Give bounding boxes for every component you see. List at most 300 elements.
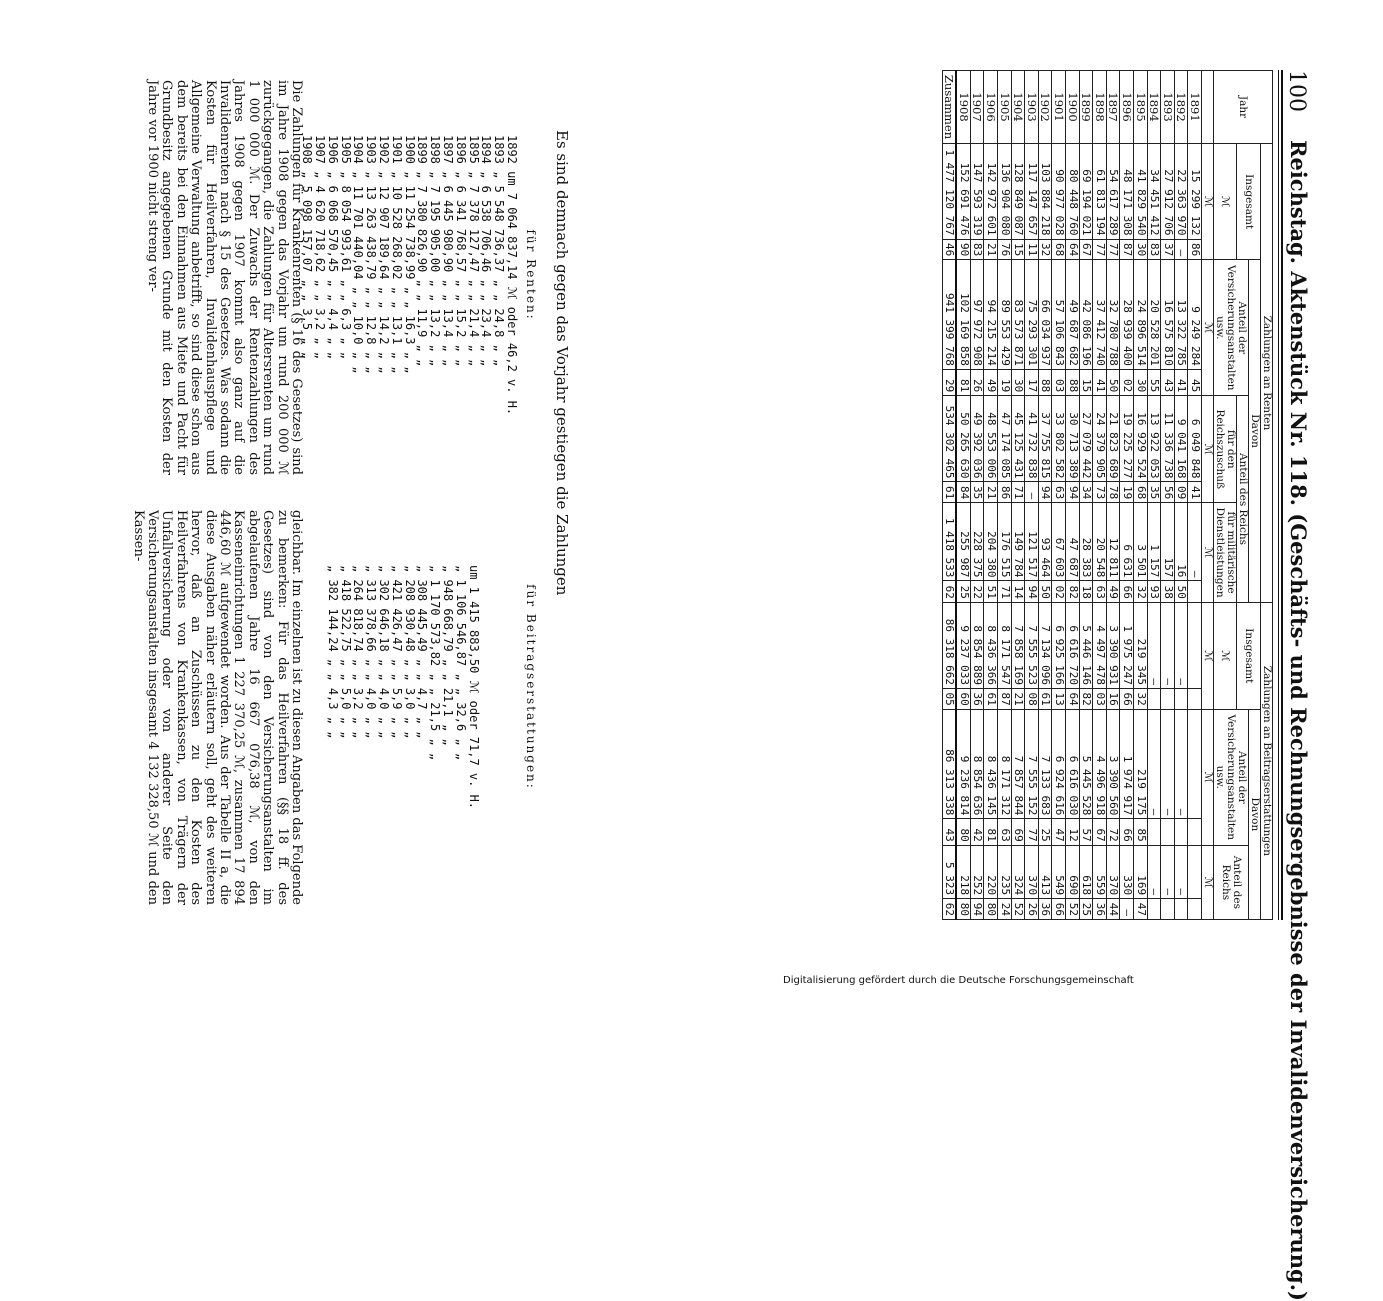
value-cell: 176 515 — [998, 503, 1012, 581]
value-cell: 32 780 788 — [1106, 260, 1120, 370]
unit-cell — [1202, 71, 1214, 144]
value-cell: 35 — [1147, 482, 1161, 503]
value-cell: 26 — [970, 369, 984, 395]
value-cell: 128 849 087 — [1011, 144, 1025, 240]
value-cell: 1 975 247 — [1120, 602, 1134, 688]
value-cell: 45 125 431 — [1011, 396, 1025, 482]
value-cell — [1188, 819, 1202, 845]
value-cell: 51 — [984, 581, 998, 602]
value-cell: 8 854 889 — [970, 602, 984, 688]
value-cell — [1161, 689, 1175, 710]
value-cell: 27 079 442 — [1079, 396, 1093, 482]
value-cell: 63 — [1093, 581, 1107, 602]
header-rule — [1281, 70, 1283, 920]
table-row — [1106, 71, 1120, 920]
value-cell: 8 171 312 — [998, 709, 1012, 819]
value-cell: 16 575 810 — [1161, 260, 1175, 370]
value-cell: 03 — [1052, 369, 1066, 395]
table-row — [1161, 71, 1175, 920]
value-cell: 63 — [1052, 482, 1066, 503]
col-militaer-header: für militärische Dienstleistungen — [1214, 503, 1237, 603]
value-cell: 97 972 908 — [970, 260, 984, 370]
value-cell: 25 — [1079, 899, 1093, 920]
value-cell: 50 — [1174, 581, 1188, 602]
value-cell: 85 — [1134, 819, 1148, 845]
value-cell: 370 — [1106, 845, 1120, 898]
list-item: 1908 „ 5 098 157,07 „ „ 3,5 „ „ — [300, 135, 315, 359]
value-cell: 93 464 — [1038, 503, 1052, 581]
table-row — [1188, 71, 1202, 920]
value-cell: 48 553 006 — [984, 396, 998, 482]
value-cell: 82 — [1066, 581, 1080, 602]
value-cell: 103 884 218 — [1038, 144, 1052, 240]
value-cell: 50 265 630 — [956, 396, 970, 482]
value-cell: 29 — [942, 369, 956, 395]
value-cell: 25 — [1038, 819, 1052, 845]
value-cell: 03 — [1093, 689, 1107, 710]
list-item: „ 308 445,49 „ „ 4,7 „ „ — [415, 565, 430, 739]
value-cell: 32 — [1134, 689, 1148, 710]
value-cell: 24 896 514 — [1134, 260, 1148, 370]
value-cell: 21 — [984, 239, 998, 260]
table-body — [942, 71, 1201, 920]
value-cell: 36 — [970, 689, 984, 710]
intro-sentence: Es sind demnach gegen das Vorjahr gestiegen die Zahlungen — [553, 130, 571, 596]
value-cell — [1188, 709, 1202, 819]
value-cell: 19 225 277 — [1120, 396, 1134, 482]
value-cell: 63 — [998, 819, 1012, 845]
table-row — [1052, 71, 1066, 920]
value-cell: — — [1147, 845, 1161, 898]
value-cell — [1188, 602, 1202, 688]
value-cell: 47 — [1052, 819, 1066, 845]
value-cell: 534 302 465 — [942, 396, 956, 482]
value-cell: 69 194 021 — [1079, 144, 1093, 240]
value-cell: 66 — [1120, 581, 1134, 602]
value-cell: 02 — [1052, 581, 1066, 602]
value-cell: 16 — [1106, 689, 1120, 710]
value-cell: 121 517 — [1025, 503, 1039, 581]
dfg-footnote: Digitalisierung gefördert durch die Deutsche Forschungsgemeinschaft — [783, 975, 1134, 986]
list-item: 1895 „ 7 378 127,47 „ „ 21,4 „ „ — [466, 135, 481, 367]
value-cell: 21 — [984, 482, 998, 503]
list-item: 1898 „ 7 195 905,00 „ „ 13,2 „ „ — [428, 135, 443, 367]
unit-cell: ℳ — [1214, 144, 1237, 260]
value-cell: 1 974 917 — [1120, 709, 1134, 819]
table-total-row — [942, 71, 956, 920]
value-cell: 66 — [1120, 819, 1134, 845]
value-cell: 88 — [1038, 369, 1052, 395]
value-cell: 11 — [1025, 239, 1039, 260]
value-cell: 61 — [1038, 689, 1052, 710]
value-cell: 73 — [1093, 482, 1107, 503]
list-item: „ 1 170 573,82 „ „ 21,5 „ „ — [428, 565, 443, 761]
value-cell: 75 293 301 — [1025, 260, 1039, 370]
value-cell: 86 — [1188, 239, 1202, 260]
value-cell: 15 299 132 — [1188, 144, 1202, 240]
unit-cell: ℳ — [1202, 396, 1214, 503]
page-title: Reichstag. Aktenstück Nr. 118. (Geschäfts- und Rechnungsergebnisse der Invalidenversicherung.) — [1286, 140, 1311, 1301]
value-cell: 81 — [984, 819, 998, 845]
list-item: 1892 um 7 064 837,14 ℳ oder 46,2 v. H. — [505, 135, 519, 416]
davon-renten-header: Davon — [1249, 260, 1261, 603]
value-cell: 6 925 166 — [1052, 602, 1066, 688]
value-cell: 56 — [1161, 482, 1175, 503]
value-cell: 30 — [1134, 239, 1148, 260]
value-cell: — — [1161, 709, 1175, 819]
beitrag-list — [326, 565, 538, 809]
value-cell: 94 215 214 — [984, 260, 998, 370]
value-cell — [1188, 581, 1202, 602]
value-cell: — — [1174, 239, 1188, 260]
renten-list-heading: für Renten: — [524, 229, 538, 321]
value-cell: 68 — [1134, 482, 1148, 503]
value-cell: 81 — [956, 369, 970, 395]
value-cell: 93 — [1147, 581, 1161, 602]
value-cell: 14 — [1011, 581, 1025, 602]
value-cell: 61 — [942, 482, 956, 503]
value-cell: 83 573 871 — [1011, 260, 1025, 370]
value-cell: 147 593 319 — [970, 144, 984, 240]
col-b-insgesamt-header: Insgesamt — [1237, 602, 1261, 709]
value-cell: 46 — [942, 239, 956, 260]
table-row — [1147, 71, 1161, 920]
list-item: „ 382 144,24 „ „ 4,3 „ „ — [325, 565, 340, 739]
value-cell: 13 322 785 — [1174, 260, 1188, 370]
value-cell: 12 — [1066, 819, 1080, 845]
value-cell: 152 691 476 — [956, 144, 970, 240]
table-row — [970, 71, 984, 920]
year-cell: 1900 — [1066, 71, 1080, 144]
table-row — [1038, 71, 1052, 920]
list-item: „ 421 426,47 „ „ 5,9 „ „ — [389, 565, 404, 739]
value-cell: — — [1174, 709, 1188, 819]
list-item: 1897 „ 6 445 980,90 „ „ 13,4 „ „ — [441, 135, 456, 367]
list-item: „ 208 930,48 „ „ 3,0 „ „ — [402, 565, 417, 739]
list-item: 1902 „ 12 907 189,64 „ „ 14,2 „ „ — [377, 135, 392, 374]
table-row — [984, 71, 998, 920]
value-cell: 49 — [1106, 581, 1120, 602]
value-cell: 43 — [942, 819, 956, 845]
value-cell: 52 — [1011, 899, 1025, 920]
value-cell: 21 823 689 — [1106, 396, 1120, 482]
col-reichszuschuss-header: für den Reichszuschuß — [1214, 396, 1237, 503]
value-cell: 64 — [1066, 239, 1080, 260]
value-cell: 3 501 — [1134, 503, 1148, 581]
value-cell: 941 399 768 — [942, 260, 956, 370]
value-cell — [1188, 899, 1202, 920]
value-cell — [1161, 899, 1175, 920]
value-cell: 370 — [1025, 845, 1039, 898]
value-cell: 7 555 523 — [1025, 602, 1039, 688]
value-cell: 9 249 284 — [1188, 260, 1202, 370]
value-cell: 30 — [1134, 369, 1148, 395]
value-cell: 33 802 582 — [1052, 396, 1066, 482]
value-cell: 66 — [1052, 899, 1066, 920]
list-item — [480, 565, 493, 809]
value-cell: 37 — [1161, 239, 1175, 260]
value-cell: 78 — [1106, 482, 1120, 503]
value-cell: 34 451 412 — [1147, 144, 1161, 240]
value-cell: 37 412 740 — [1093, 260, 1107, 370]
list-item: 1899 „ 7 380 826,90 „ „ 11,9 „ „ — [415, 135, 430, 367]
value-cell: 30 — [1011, 369, 1025, 395]
value-cell: 94 — [1066, 482, 1080, 503]
value-cell: 18 — [1079, 581, 1093, 602]
value-cell: — — [1174, 845, 1188, 898]
value-cell: 83 — [1147, 239, 1161, 260]
value-cell: 19 — [1120, 482, 1134, 503]
renten-list — [300, 135, 538, 415]
year-cell: 1908 — [956, 71, 970, 144]
value-cell: 13 922 053 — [1147, 396, 1161, 482]
value-cell: 28 383 — [1079, 503, 1093, 581]
value-cell: 89 553 429 — [998, 260, 1012, 370]
unit-cell: ℳ — [1202, 260, 1214, 396]
col-anteil-vers-header: Anteil der Versicherungsanstalten usw. — [1214, 260, 1249, 396]
value-cell: 44 — [1106, 899, 1120, 920]
value-cell: 252 — [970, 845, 984, 898]
value-cell: 690 — [1066, 845, 1080, 898]
list-item: „ 313 378,66 „ „ 4,0 „ „ — [364, 565, 379, 739]
list-item: „ 302 646,18 „ „ 4,0 „ „ — [377, 565, 392, 739]
table-row — [1134, 71, 1148, 920]
value-cell: 94 — [1038, 482, 1052, 503]
value-cell: 62 — [942, 899, 956, 920]
table-row — [1174, 71, 1188, 920]
value-cell: 5 323 — [942, 845, 956, 898]
year-cell: 1896 — [1120, 71, 1134, 144]
value-cell: 42 086 196 — [1079, 260, 1093, 370]
value-cell: 25 — [956, 581, 970, 602]
year-cell: 1901 — [1052, 71, 1066, 144]
value-cell: 87 — [1120, 239, 1134, 260]
value-cell: 80 — [956, 819, 970, 845]
year-cell: Zusammen — [942, 71, 956, 144]
value-cell: 67 603 — [1052, 503, 1066, 581]
value-cell: — — [1161, 845, 1175, 898]
value-cell: — — [1147, 602, 1161, 688]
value-cell: — — [1161, 602, 1175, 688]
table-row — [1025, 71, 1039, 920]
value-cell: 41 829 540 — [1134, 144, 1148, 240]
value-cell: 15 — [1079, 369, 1093, 395]
year-cell: 1904 — [1011, 71, 1025, 144]
value-cell: 8 436 145 — [984, 709, 998, 819]
unit-cell: ℳ — [1202, 709, 1214, 845]
year-cell: 1892 — [1174, 71, 1188, 144]
value-cell: 41 — [1188, 482, 1202, 503]
value-cell: 41 — [1174, 369, 1188, 395]
value-cell: 42 — [970, 819, 984, 845]
value-cell: 69 — [1011, 819, 1025, 845]
value-cell: 4 496 918 — [1093, 709, 1107, 819]
value-cell: 48 171 308 — [1120, 144, 1134, 240]
value-cell: 8 436 366 — [984, 602, 998, 688]
list-item — [505, 565, 518, 809]
value-cell: 5 445 528 — [1079, 709, 1093, 819]
year-cell: 1907 — [970, 71, 984, 144]
value-cell: 68 — [1052, 239, 1066, 260]
value-cell: 30 713 389 — [1066, 396, 1080, 482]
value-cell: 9 237 033 — [956, 602, 970, 688]
value-cell: 7 133 683 — [1038, 709, 1052, 819]
list-item: 1901 „ 10 528 268,02 „ „ 13,1 „ „ — [389, 135, 404, 374]
value-cell: 57 106 843 — [1052, 260, 1066, 370]
value-cell: 43 — [1161, 369, 1175, 395]
value-cell — [1161, 819, 1175, 845]
value-cell: 7 134 096 — [1038, 602, 1052, 688]
value-cell: 50 — [1038, 581, 1052, 602]
value-cell: 1 157 — [1147, 503, 1161, 581]
value-cell: 60 — [956, 689, 970, 710]
value-cell: 80 448 760 — [1066, 144, 1080, 240]
value-cell: 08 — [1025, 689, 1039, 710]
year-cell: 1905 — [998, 71, 1012, 144]
group-beitrag-header: Zahlungen an Beitragserstattungen — [1261, 602, 1273, 919]
value-cell: 71 — [1011, 482, 1025, 503]
value-cell: 87 — [998, 689, 1012, 710]
value-cell — [1147, 819, 1161, 845]
value-cell: 142 972 601 — [984, 144, 998, 240]
table-row — [1120, 71, 1134, 920]
value-cell: 1 418 533 — [942, 503, 956, 581]
list-item: „ 948 668,79 „ „ 21,1 „ „ — [441, 565, 456, 746]
value-cell: 86 313 338 — [942, 709, 956, 819]
value-cell: 49 — [984, 369, 998, 395]
value-cell: 13 — [1052, 689, 1066, 710]
col-year-header: Jahr — [1214, 71, 1273, 144]
value-cell: 169 — [1134, 845, 1148, 898]
table-row — [1066, 71, 1080, 920]
value-cell: 157 — [1161, 503, 1175, 581]
year-cell: 1898 — [1093, 71, 1107, 144]
value-cell: 80 — [984, 899, 998, 920]
davon-beitrag-header: Davon — [1249, 709, 1261, 919]
value-cell: 24 — [998, 899, 1012, 920]
value-cell: 324 — [1011, 845, 1025, 898]
value-cell: 219 175 — [1134, 709, 1148, 819]
value-cell: 20 548 — [1093, 503, 1107, 581]
value-cell: 86 — [998, 482, 1012, 503]
value-cell: 6 924 616 — [1052, 709, 1066, 819]
value-cell: 7 858 169 — [1011, 602, 1025, 688]
value-cell — [1188, 689, 1202, 710]
list-item: 1896 „ 6 341 768,57 „ „ 15,2 „ „ — [453, 135, 468, 367]
table-row — [1093, 71, 1107, 920]
value-cell: 32 — [1134, 581, 1148, 602]
page-header — [1281, 70, 1311, 1301]
value-cell: 19 — [998, 369, 1012, 395]
value-cell — [1174, 819, 1188, 845]
list-item: 1907 „ 4 620 718,62 „ „ 3,2 „ „ — [313, 135, 328, 359]
value-cell: 559 — [1093, 845, 1107, 898]
value-cell: 77 — [1093, 239, 1107, 260]
unit-cell: ℳ — [1214, 602, 1237, 709]
value-cell: 1 477 120 767 — [942, 144, 956, 240]
value-cell: 549 — [1052, 845, 1066, 898]
value-cell: 220 — [984, 845, 998, 898]
value-cell: 09 — [1174, 482, 1188, 503]
value-cell: 77 — [1025, 819, 1039, 845]
table-row — [1011, 71, 1025, 920]
value-cell: 35 — [970, 482, 984, 503]
value-cell: 6 616 720 — [1066, 602, 1080, 688]
value-cell: — — [1025, 482, 1039, 503]
value-cell: 22 363 970 — [1174, 144, 1188, 240]
value-cell: 82 — [1079, 689, 1093, 710]
value-cell: — — [1174, 602, 1188, 688]
value-cell: — — [1188, 503, 1202, 581]
value-cell: 61 813 194 — [1093, 144, 1107, 240]
value-cell: 57 — [1079, 819, 1093, 845]
list-item: 1900 „ 11 254 738,99 „ „ 16,3 „ „ — [402, 135, 417, 374]
value-cell: 67 — [1093, 819, 1107, 845]
list-item: 1894 „ 6 538 706,46 „ „ 23,4 „ „ — [479, 135, 494, 367]
unit-cell: ℳ — [1202, 845, 1214, 919]
table-row — [998, 71, 1012, 920]
unit-cell: ℳ — [1202, 144, 1214, 260]
list-item — [492, 565, 505, 809]
col-b-anteil-reich-header: Anteil des Reichs — [1214, 845, 1249, 919]
col-insgesamt-header: Insgesamt — [1237, 144, 1261, 260]
value-cell: 38 — [1161, 581, 1175, 602]
value-cell: 49 392 036 — [970, 396, 984, 482]
value-cell: 6 049 848 — [1188, 396, 1202, 482]
value-cell: 24 379 905 — [1093, 396, 1107, 482]
unit-cell: ℳ — [1202, 503, 1214, 603]
value-cell: 235 — [998, 845, 1012, 898]
value-cell: 45 — [1188, 369, 1202, 395]
value-cell: 618 — [1079, 845, 1093, 898]
value-cell: 8 171 547 — [998, 602, 1012, 688]
value-cell: 17 — [1025, 369, 1039, 395]
col-b-anteil-vers-header: Anteil der Versicherungsanstalten usw. — [1214, 709, 1249, 845]
value-cell: 86 318 662 — [942, 602, 956, 688]
value-cell: 83 — [970, 239, 984, 260]
list-item: 1906 „ 6 068 570,45 „ „ 4,4 „ „ — [325, 135, 340, 359]
list-item: „ 264 818,74 „ „ 3,2 „ „ — [351, 565, 366, 739]
value-cell: 7 857 844 — [1011, 709, 1025, 819]
year-cell: 1903 — [1025, 71, 1039, 144]
value-cell: 37 755 815 — [1038, 396, 1052, 482]
table-row — [1079, 71, 1093, 920]
value-cell: 80 — [956, 899, 970, 920]
value-cell: 90 — [956, 239, 970, 260]
year-cell: 1893 — [1161, 71, 1175, 144]
value-cell: 136 904 080 — [998, 144, 1012, 240]
year-cell: 1894 — [1147, 71, 1161, 144]
value-cell: 15 — [1011, 239, 1025, 260]
list-item: 1905 „ 8 054 993,61 „ „ 6,3 „ „ — [338, 135, 353, 359]
body-text-right: gleichbar. Im einzelnen ist zu diesen Angaben das Folgende zu bemerken: Für das Heilverfahren (§§ 18 ff. des Gesetzes) sind von den Versicherungsanstalten im abgelaufenen Jahre 16 667 076,38 ℳ, von den Kasseneinrichtungen 1 227 370,25 ℳ, zusammen 17 894 446,60 ℳ aufgewendet worden. Aus der Tabelle II a, die diese Ausgaben näher erläutern soll, geht des weiteren hervor, daß an Zuschüssen zu den Kosten des Heilverfahrens von Krankenkassen, von Trägern der Unfallversicherung oder von anderer Seite den Versicherungsanstalten insgesamt 4 132 328,50 ℳ und den Kassen- — [130, 510, 304, 905]
value-cell: 47 687 — [1066, 503, 1080, 581]
value-cell — [1174, 899, 1188, 920]
value-cell: 47 174 085 — [998, 396, 1012, 482]
value-cell: 6 631 — [1120, 503, 1134, 581]
value-cell: 11 336 738 — [1161, 396, 1175, 482]
value-cell: 20 528 201 — [1147, 260, 1161, 370]
value-cell: 5 446 146 — [1079, 602, 1093, 688]
value-cell: 9 041 168 — [1174, 396, 1188, 482]
year-cell: 1897 — [1106, 71, 1120, 144]
body-text-left: Die Zahlungen für Krankenrenten (§ 16 des Gesetzes) sind im Jahre 1908 gegen das Vorjahr um rund 200 000 ℳ zurückgegangen, die Zahlungen für Altersrenten um rund 1 000 000 ℳ. Der Zuwachs der Rentenzahlungen des Jahres 1908 gegen 1907 kommt also ganz auf die Invalidenrenten nach § 15 des Gesetzes. Was sodann die Kosten für Heilverfahren, Invalidenhauspflege und Allgemeine Verwaltung anbetrifft, so sind diese schon aus dem bereits bei den Einnahmen aus Miete und Pacht für Grundbesitz angegebenen Grunde mit den Kosten der Jahre vor 1900 nicht streng ver- — [144, 80, 304, 475]
value-cell: 71 — [998, 581, 1012, 602]
value-cell: 219 345 — [1134, 602, 1148, 688]
value-cell: 27 912 706 — [1161, 144, 1175, 240]
list-item: „ 1 106 546,87 „ „ 32,6 „ „ — [453, 565, 468, 761]
value-cell: 204 380 — [984, 503, 998, 581]
